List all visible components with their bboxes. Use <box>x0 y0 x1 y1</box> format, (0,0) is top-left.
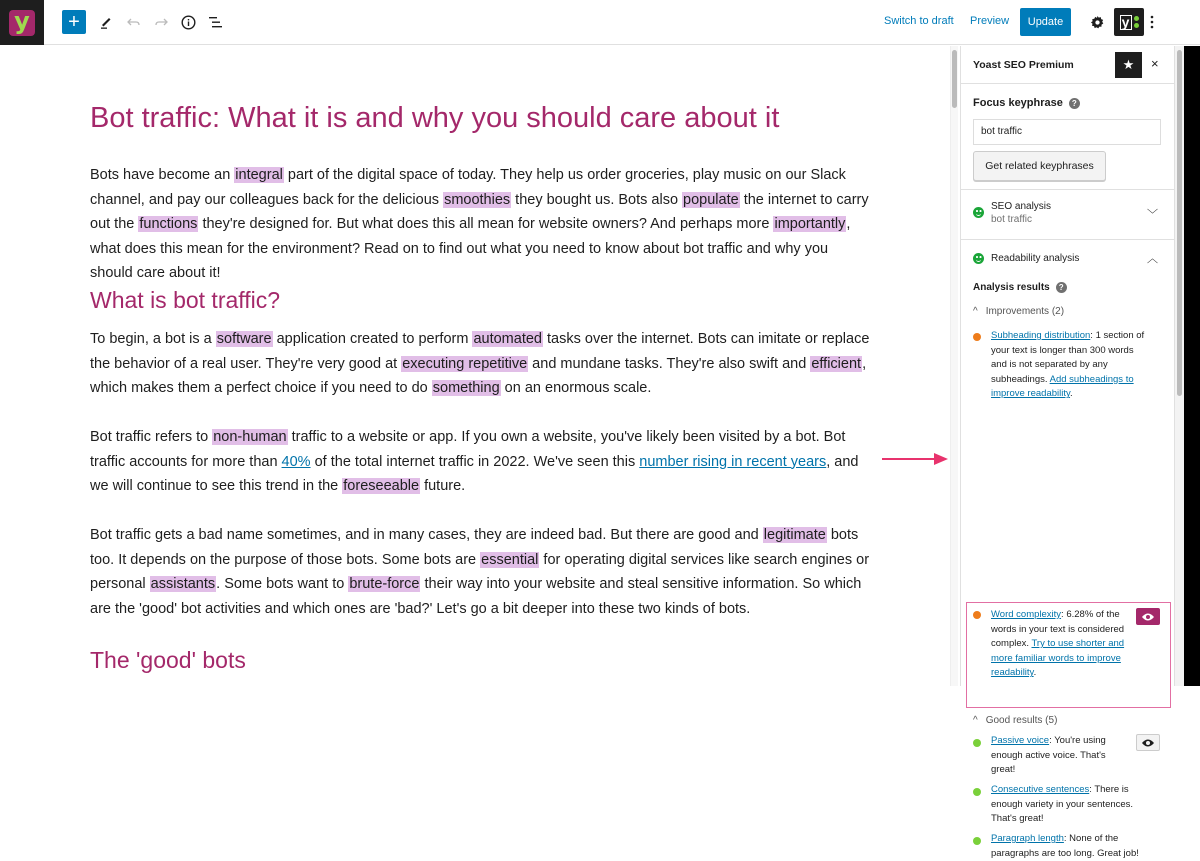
complex-word-highlight: efficient <box>811 355 862 372</box>
paragraph-4[interactable]: Bot traffic gets a bad name sometimes, and in many cases, they are indeed bad. But there are good and legitimate bots too. It depends on the purpose of those bots. Some bots are essential for operating digital services like search engines or personal assistants. Some bots want to brute-force their way into your website and steal sensitive information. So which are the 'good' bot activities and which ones are 'bad?' Let's go a bit deeper into these two kinds of bots. <box>90 527 870 617</box>
heading-what-is-bot-traffic[interactable]: What is bot traffic? <box>90 287 281 313</box>
eye-icon <box>1141 612 1155 622</box>
focus-keyphrase-label: Focus keyphrase ? <box>973 97 1080 109</box>
highlight-passive-voice-button[interactable] <box>1136 734 1160 751</box>
focus-keyphrase-section <box>961 84 1174 190</box>
add-block-button[interactable] <box>62 10 86 34</box>
star-icon: ★ <box>1122 57 1135 72</box>
status-orange-dot-icon <box>973 333 981 341</box>
paragraph-2[interactable]: To begin, a bot is a software application created to perform automated tasks over the internet. Bots can imitate or replace the behavior of a real user. They're very good at executing repetitive and mundane tasks. They're also swift and efficient, which makes them a perfect choice if you need to do something on an enormous scale. <box>90 331 870 396</box>
window-edge <box>1184 46 1200 686</box>
improvements-group-toggle[interactable]: ^ Improvements (2) <box>973 306 1065 317</box>
shorter-words-link[interactable]: Try to use shorter and more familiar words to improve readability <box>991 638 1125 679</box>
paragraph-1[interactable]: Bots have become an integral part of the digital space of today. They help us order groceries, play music on our Slack channel, and pay our colleagues back for the delicious smoothies they bought us. Bots also populate the internet to carry out the functions they're designed for. But what does this all mean for website owners? And perhaps more importantly, what does this mean for the environment? Read on to find out what you need to know about bot traffic and why you should care about it! <box>90 167 869 281</box>
paragraph-length-link[interactable]: Paragraph length <box>991 833 1064 844</box>
status-green-dot-icon <box>973 837 981 845</box>
readability-analysis-title: Readability analysis <box>991 253 1080 264</box>
complex-word-highlight: integral <box>235 167 283 183</box>
yoast-status-dots <box>1134 16 1139 28</box>
analysis-results-heading: Analysis results ? <box>973 282 1067 293</box>
add-subheadings-link[interactable]: Add subheadings to improve readability <box>991 373 1134 400</box>
consecutive-sentences-link[interactable]: Consecutive sentences <box>991 784 1090 795</box>
result-consecutive-sentences: Consecutive sentences: There is enough variety in your sentences. That's great! <box>991 784 1134 825</box>
editor-canvas <box>0 46 948 686</box>
yoast-sidebar <box>960 46 1174 859</box>
details-button[interactable] <box>176 10 200 34</box>
list-view-icon <box>208 16 223 29</box>
yoast-logo-icon: y <box>9 10 35 36</box>
readability-analysis-toggle[interactable] <box>961 240 1175 270</box>
sidebar-title: Yoast SEO Premium <box>973 59 1074 71</box>
complex-word-highlight: assistants <box>150 576 216 592</box>
heading-good-bots[interactable]: The 'good' bots <box>90 647 246 673</box>
complex-word-highlight: importantly <box>774 216 846 232</box>
inline-link[interactable]: 40% <box>281 453 311 470</box>
complex-word-highlight: automated <box>473 331 542 347</box>
result-paragraph-length: Paragraph length: None of the paragraphs are too long. Great job! <box>991 833 1139 859</box>
post-title[interactable]: Bot traffic: What it is and why you should care about it <box>90 102 780 134</box>
complex-word-highlight: brute-force <box>349 576 420 592</box>
close-sidebar-button[interactable]: × <box>1151 56 1159 71</box>
sidebar-header <box>961 46 1174 84</box>
editor-scrollbar-thumb[interactable] <box>952 50 957 108</box>
complex-word-highlight: essential <box>481 551 539 568</box>
complex-word-highlight: non-human <box>213 429 287 445</box>
complex-word-highlight: executing repetitive <box>402 355 528 372</box>
seo-analysis-title: SEO analysis <box>991 201 1052 212</box>
complex-word-highlight: foreseeable <box>343 478 420 494</box>
complex-word-highlight: smoothies <box>444 191 511 208</box>
sidebar-scrollbar[interactable] <box>1174 46 1184 686</box>
gear-icon <box>1090 15 1105 30</box>
chevron-up-icon: ︿ <box>1147 253 1158 265</box>
annotation-arrow-icon <box>882 452 948 466</box>
list-view-button[interactable] <box>203 10 227 34</box>
smiley-good-icon <box>973 253 984 264</box>
plus-icon: + <box>68 10 80 33</box>
good-results-group-toggle[interactable]: ^ Good results (5) <box>973 715 1058 726</box>
undo-icon <box>127 16 141 28</box>
complex-word-highlight: software <box>216 331 272 347</box>
status-green-dot-icon <box>973 788 981 796</box>
seo-analysis-toggle[interactable] <box>961 190 1174 240</box>
help-icon[interactable]: ? <box>1069 98 1080 109</box>
yoast-sidebar-button[interactable] <box>1114 8 1144 36</box>
redo-icon <box>154 16 168 28</box>
info-icon <box>181 15 196 30</box>
status-green-dot-icon <box>973 739 981 747</box>
complex-word-highlight: legitimate <box>763 527 826 543</box>
yoast-logo[interactable] <box>0 0 44 45</box>
result-word-complexity: Word complexity: 6.28% of the words in your text is considered complex. Try to use shorter and more familiar words to improve readability. <box>991 609 1125 679</box>
editor-toolbar <box>0 0 1200 45</box>
options-button[interactable] <box>1146 10 1158 34</box>
tools-button[interactable] <box>94 10 118 34</box>
seo-analysis-keyphrase: bot traffic <box>991 214 1032 225</box>
word-complexity-link[interactable]: Word complexity <box>991 609 1062 620</box>
passive-voice-link[interactable]: Passive voice <box>991 735 1050 746</box>
complex-word-highlight: functions <box>139 216 198 232</box>
yoast-icon: y <box>1120 15 1132 30</box>
result-passive-voice: Passive voice: You're using enough active voice. That's great! <box>991 735 1106 776</box>
undo-button[interactable] <box>122 10 146 34</box>
help-icon[interactable]: ? <box>1056 282 1067 293</box>
eye-icon <box>1141 738 1155 748</box>
highlight-word-complexity-button[interactable] <box>1136 608 1160 625</box>
sidebar-scrollbar-thumb[interactable] <box>1177 50 1182 396</box>
result-subheading-distribution: Subheading distribution: 1 section of your text is longer than 300 words and is not separated by any subheadings. Add subheadings to improve readability. <box>991 330 1145 400</box>
chevron-up-icon: ^ <box>973 306 978 317</box>
paragraph-3[interactable]: Bot traffic refers to non-human traffic to a website or app. If you own a website, you've likely been visited by a bot. Bot traffic accounts for more than 40% of the total internet traffic in 2022. We've seen this number rising in recent years, and we will continue to see this trend in the foreseeable future. <box>90 429 859 494</box>
focus-keyphrase-input[interactable]: bot traffic <box>973 119 1161 145</box>
chevron-down-icon: ﹀ <box>1147 209 1158 221</box>
smiley-good-icon <box>973 207 984 218</box>
complex-word-highlight: something <box>432 380 500 396</box>
more-vertical-icon <box>1150 15 1154 29</box>
preview-button[interactable]: Preview <box>970 15 1010 27</box>
inline-link[interactable]: number rising in recent years <box>639 453 827 470</box>
pin-sidebar-button[interactable] <box>1115 52 1142 78</box>
settings-button[interactable] <box>1085 10 1109 34</box>
pencil-icon <box>99 15 113 29</box>
update-button[interactable]: Update <box>1020 8 1071 36</box>
status-orange-dot-icon <box>973 611 981 619</box>
switch-to-draft-button[interactable]: Switch to draft <box>884 15 954 27</box>
complex-word-highlight: populate <box>683 191 739 208</box>
get-related-keyphrases-button[interactable]: Get related keyphrases <box>973 151 1106 181</box>
subheading-distribution-link[interactable]: Subheading distribution <box>991 330 1091 341</box>
editor-scrollbar[interactable] <box>950 46 958 686</box>
chevron-up-icon: ^ <box>973 715 978 726</box>
redo-button[interactable] <box>149 10 173 34</box>
